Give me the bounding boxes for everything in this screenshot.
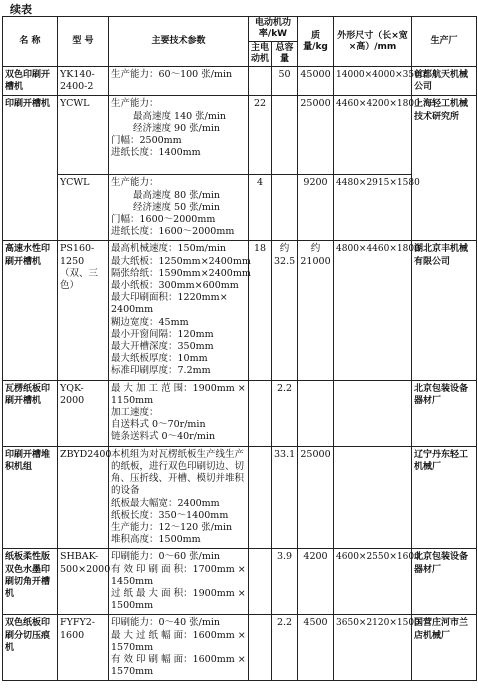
cell-mass: [298, 380, 334, 446]
param-line: 自送料式 0～70r/min: [111, 419, 206, 431]
cell-mass: 约 21000: [298, 241, 334, 380]
table-row: [3, 96, 477, 175]
cell-power-main: [249, 615, 272, 681]
cell-mass: 9200: [298, 175, 334, 241]
table-row: [3, 175, 477, 241]
cell-name: 高速水性印刷开槽机: [3, 241, 58, 380]
header-power-total: 总容量: [272, 42, 298, 67]
param-line: 1150mm: [111, 394, 154, 406]
cell-power-total: 33.1: [272, 446, 298, 549]
param-line: 1500mm: [111, 600, 154, 612]
cell-model: YQK-2000: [58, 380, 109, 446]
cell-dims: 4460×4200×1800: [334, 96, 412, 175]
cell-model: YCWL: [58, 96, 109, 175]
param-line: 链条送料式 0～40r/min: [111, 431, 216, 443]
header-model: 型 号: [58, 17, 109, 67]
cell-dims: 4480×2915×1580: [334, 175, 412, 241]
param-line: 最小纸板：300mm×600mm: [111, 280, 239, 292]
param-line: 生产能力：: [111, 177, 159, 189]
param-line: 1570mm: [111, 641, 154, 653]
cell-maker: 湖北京丰机械有限公司: [412, 241, 477, 380]
cell-power-total: 3.9: [272, 549, 298, 615]
param-line: 过 纸 最 大 面 积：1900mm ×: [111, 587, 246, 599]
cell-params: [109, 549, 249, 615]
header-mass: 质量/kg: [298, 17, 334, 67]
param-line: 最小开窗间隔：120mm: [111, 328, 214, 340]
param-line: 经济速度 50 张/min: [133, 201, 220, 213]
table-caption: 续表: [10, 3, 32, 16]
cell-power-main: 18: [249, 241, 272, 380]
cell-mass: 45000: [298, 67, 334, 96]
param-line: 印刷能力：0～60 张/min: [111, 551, 221, 563]
cell-power-main: [249, 67, 272, 96]
param-line: 最大纸板：1250mm×2400mm: [111, 255, 251, 267]
param-line: 标准印刷厚度：7.2mm: [111, 365, 211, 377]
cell-maker: 北京包装设备器材厂: [412, 549, 477, 615]
cell-params: [109, 380, 249, 446]
cell-name: 纸板柔性版双色水墨印刷切角开槽机: [3, 549, 58, 615]
cell-power-main: [249, 549, 272, 615]
table-row: [3, 67, 477, 96]
cell-name: 双色印刷开槽机: [3, 67, 58, 96]
param-line: 最大开槽深度：350mm: [111, 341, 214, 353]
param-line: 生产能力：: [111, 98, 159, 110]
param-line: 2400mm: [111, 304, 154, 316]
cell-model: PS160-1250（双、三色）: [58, 241, 109, 380]
param-line: 有 效 印 刷 面 积：1700mm ×: [111, 563, 246, 575]
param-line: 1450mm: [111, 575, 154, 587]
param-line: 隔张给纸：1590mm×2400mm: [111, 267, 251, 279]
cell-params: [109, 175, 249, 241]
cell-name: 瓦楞纸板印刷开槽机: [3, 380, 58, 446]
header-params: 主要技术参数: [109, 17, 249, 67]
header-name: 名 称: [3, 17, 58, 67]
param-line: 进纸长度：1400mm: [111, 147, 201, 159]
cell-power-total: 2.2: [272, 380, 298, 446]
param-line: 生产能力：60～100 张/min: [111, 69, 233, 80]
param-line: 印刷能力：0～40 张/min: [111, 617, 221, 629]
param-line: 最 大 过 纸 幅 面：1600mm ×: [111, 629, 246, 641]
cell-power-total: 约 32.5: [272, 241, 298, 380]
cell-model: FYFY2-1600: [58, 615, 109, 681]
cell-mass: 4500: [298, 615, 334, 681]
cell-dims: [334, 446, 412, 549]
param-line: 经济速度 90 张/min: [133, 122, 220, 134]
param-line: 进纸长度：1600～2000mm: [111, 226, 235, 238]
cell-dims: 4600×2550×1600: [334, 549, 412, 615]
cell-mass: 25000: [298, 96, 334, 175]
param-line: 加工速度：: [111, 407, 159, 419]
param-line: 最高速度 140 张/min: [133, 110, 227, 122]
cell-dims: 14000×4000×3500: [334, 67, 412, 96]
cell-params: [109, 96, 249, 175]
table-row: [3, 446, 477, 549]
cell-params: [109, 241, 249, 380]
cell-maker: 国营庄河市兰店机械厂: [412, 615, 477, 681]
cell-power-main: [249, 446, 272, 549]
param-line: 最高机械速度：150m/min: [111, 243, 227, 255]
table-row: [3, 380, 477, 446]
param-line: 门幅：2500mm: [111, 135, 182, 147]
param-line: 纸板长度：350～1400mm: [111, 509, 229, 521]
param-line: 本机组为对瓦楞纸板生产线生产的纸板，进行双色印刷切边、切角、压折线、开槽、模切并堆积的设备: [111, 448, 245, 497]
header-maker: 生产厂: [412, 17, 477, 67]
cell-params: [109, 67, 249, 96]
cell-power-total: [272, 175, 298, 241]
cell-power-main: 22: [249, 96, 272, 175]
param-line: 门幅：1600～2000mm: [111, 214, 216, 226]
table-row: [3, 549, 477, 615]
equipment-table: [2, 16, 477, 681]
cell-power-main: [249, 380, 272, 446]
cell-model: YK140-2400-2: [58, 67, 109, 96]
cell-name: 印刷开槽堆积机组: [3, 446, 58, 549]
header-power-main: 主电动机: [249, 42, 272, 67]
cell-power-total: 50: [272, 67, 298, 96]
cell-params: [109, 615, 249, 681]
param-line: 最 大 加 工 范 围：1900mm ×: [111, 382, 246, 394]
cell-dims: 4800×4460×1800: [334, 241, 412, 380]
cell-model: ZBYD2400: [58, 446, 109, 549]
cell-name: 双色纸板印刷分切压痕机: [3, 615, 58, 681]
cell-model: YCWL: [58, 175, 109, 241]
cell-maker: 首都航天机械公司: [412, 67, 477, 96]
header-dims: 外形尺寸（长×宽×高）/mm: [334, 17, 412, 67]
cell-maker: 上海轻工机械技术研究所: [412, 96, 477, 241]
cell-power-main: 4: [249, 175, 272, 241]
param-line: 纸板最大幅宽：2400mm: [111, 497, 220, 509]
cell-maker: 辽宁丹东轻工机械厂: [412, 446, 477, 549]
cell-name: 印刷开槽机: [3, 96, 58, 241]
param-line: 有 效 印 刷 幅 面：1600mm ×: [111, 653, 246, 665]
param-line: 糊边宽度：45mm: [111, 316, 189, 328]
cell-dims: [334, 380, 412, 446]
table-row: [3, 241, 477, 380]
cell-model: SHBAK-500×2000: [58, 549, 109, 615]
cell-power-total: 2.2: [272, 615, 298, 681]
cell-dims: 3650×2120×1500: [334, 615, 412, 681]
cell-mass: 4200: [298, 549, 334, 615]
param-line: 堆积高度：1500mm: [111, 534, 201, 546]
cell-mass: 25000: [298, 446, 334, 549]
table-row: [3, 615, 477, 681]
param-line: 最高速度 80 张/min: [133, 189, 220, 201]
param-line: 1570mm: [111, 666, 154, 678]
cell-maker: 北京包装设备器材厂: [412, 380, 477, 446]
param-line: 最大印刷面积：1220mm×: [111, 292, 228, 304]
header-power-group: 电动机功率/kW: [249, 17, 298, 42]
param-line: 生产能力：12～120 张/min: [111, 521, 233, 533]
param-line: 最大纸板厚度：10mm: [111, 353, 208, 365]
cell-power-total: [272, 96, 298, 175]
cell-params: [109, 446, 249, 549]
